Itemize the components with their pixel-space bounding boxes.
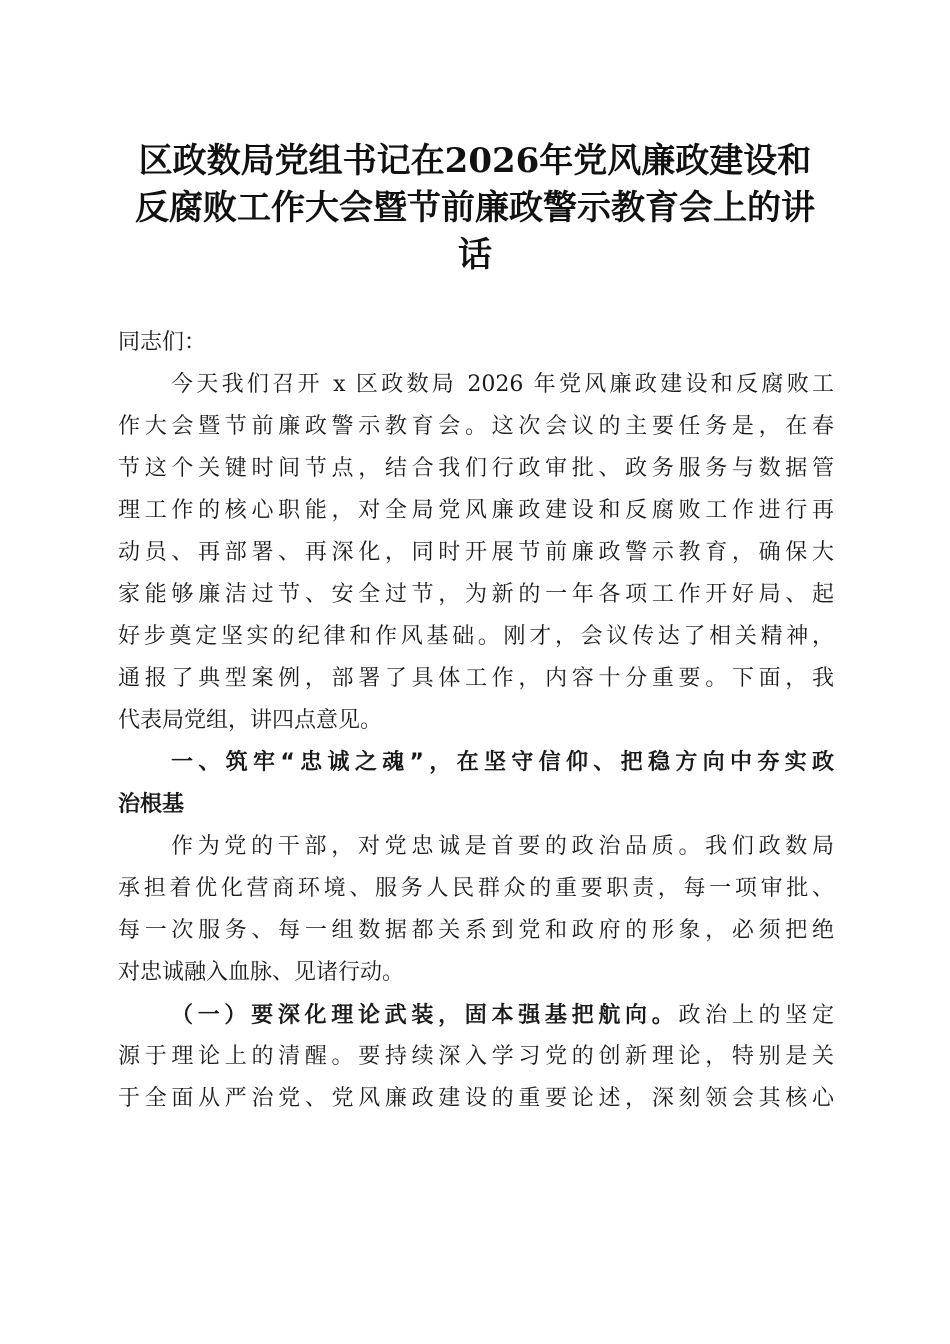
text-line: 动员、再部署、再深化，同时开展节前廉政警示教育，确保大 <box>118 540 834 565</box>
salutation: 同志们： <box>118 330 207 355</box>
text-line: 于全面从严治党、党风廉政建设的重要论述，深刻领会其核心 <box>118 1086 834 1111</box>
paragraph-theory <box>118 994 834 1120</box>
heading-line: 治根基 <box>118 792 185 817</box>
text-fragment: 政治上的坚定 <box>678 1003 834 1028</box>
text-line: 节这个关键时间节点，结合我们行政审批、政务服务与数据管 <box>118 456 834 481</box>
text-line: 作大会暨节前廉政警示教育会。这次会议的主要任务是，在春 <box>118 414 834 439</box>
document-body <box>118 322 834 1120</box>
paragraph-intro <box>118 364 834 742</box>
text-line: 家能够廉洁过节、安全过节，为新的一年各项工作开好局、起 <box>118 582 834 607</box>
text-line <box>118 994 834 1036</box>
paragraph-loyalty <box>118 826 834 994</box>
title-line: 反腐败工作大会暨节前廉政警示教育会上的讲 <box>135 188 815 228</box>
text-line: 通报了典型案例，部署了具体工作，内容十分重要。下面，我 <box>118 666 834 691</box>
text-line: 好步奠定坚实的纪律和作风基础。刚才，会议传达了相关精神， <box>118 624 834 649</box>
text-line: 理工作的核心职能，对全局党风廉政建设和反腐败工作进行再 <box>118 498 834 523</box>
subheading-1: （一）要深化理论武装，固本强基把航向。 <box>171 1002 679 1028</box>
heading-line: 一、筑牢“忠诚之魂”，在坚守信仰、把稳方向中夯实政 <box>171 750 834 775</box>
title-line: 区政数局党组书记在2026年党风廉政建设和 <box>138 141 812 181</box>
text-line: 今天我们召开 x 区政数局 2026 年党风廉政建设和反腐败工 <box>171 372 834 397</box>
text-line: 承担着优化营商环境、服务人民群众的重要职责，每一项审批、 <box>118 876 834 901</box>
text-line: 代表局党组，讲四点意见。 <box>118 708 383 733</box>
text-line: 源于理论上的清醒。要持续深入学习党的创新理论，特别是关 <box>118 1044 834 1069</box>
text-line: 作为党的干部，对党忠诚是首要的政治品质。我们政数局 <box>171 834 834 859</box>
section-heading-1 <box>118 742 834 826</box>
document-title <box>110 138 840 279</box>
text-line: 每一次服务、每一组数据都关系到党和政府的形象，必须把绝 <box>118 918 834 943</box>
text-line: 对忠诚融入血脉、见诸行动。 <box>118 960 405 985</box>
title-line: 话 <box>458 235 492 275</box>
